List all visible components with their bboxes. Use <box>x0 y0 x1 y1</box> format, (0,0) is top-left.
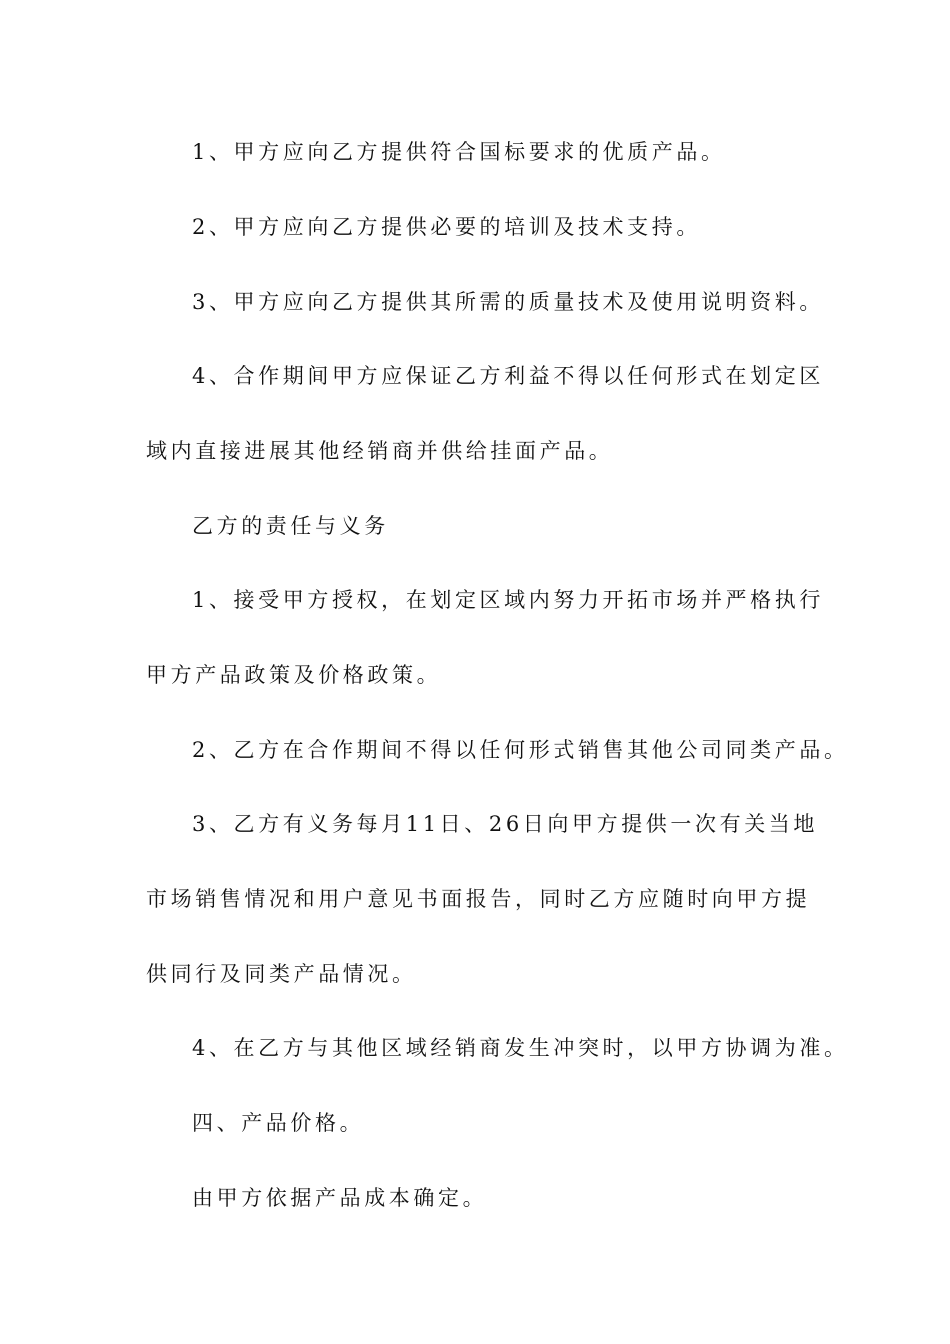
paragraph-line: 3、甲方应向乙方提供其所需的质量技术及使用说明资料。 <box>192 290 824 314</box>
paragraph-line: 域内直接进展其他经销商并供给挂面产品。 <box>146 439 614 463</box>
paragraph-line: 市场销售情况和用户意见书面报告，同时乙方应随时向甲方提 <box>146 887 811 911</box>
paragraph-line: 4、合作期间甲方应保证乙方利益不得以任何形式在划定区 <box>192 364 824 388</box>
paragraph-line: 2、乙方在合作期间不得以任何形式销售其他公司同类产品。 <box>192 738 849 762</box>
paragraph-line: 甲方产品政策及价格政策。 <box>146 663 442 687</box>
paragraph-line: 4、在乙方与其他区域经销商发生冲突时，以甲方协调为准。 <box>192 1036 849 1060</box>
paragraph-line: 由甲方依据产品成本确定。 <box>192 1186 488 1210</box>
paragraph-line: 2、甲方应向乙方提供必要的培训及技术支持。 <box>192 215 701 239</box>
paragraph-line: 供同行及同类产品情况。 <box>146 962 417 986</box>
paragraph-line: 1、接受甲方授权，在划定区域内努力开拓市场并严格执行 <box>192 588 824 612</box>
section-heading: 四、产品价格。 <box>192 1111 365 1135</box>
paragraph-line: 3、乙方有义务每月11日、26日向甲方提供一次有关当地 <box>192 812 819 836</box>
paragraph-line: 1、甲方应向乙方提供符合国标要求的优质产品。 <box>192 140 726 164</box>
section-heading: 乙方的责任与义务 <box>192 514 389 538</box>
